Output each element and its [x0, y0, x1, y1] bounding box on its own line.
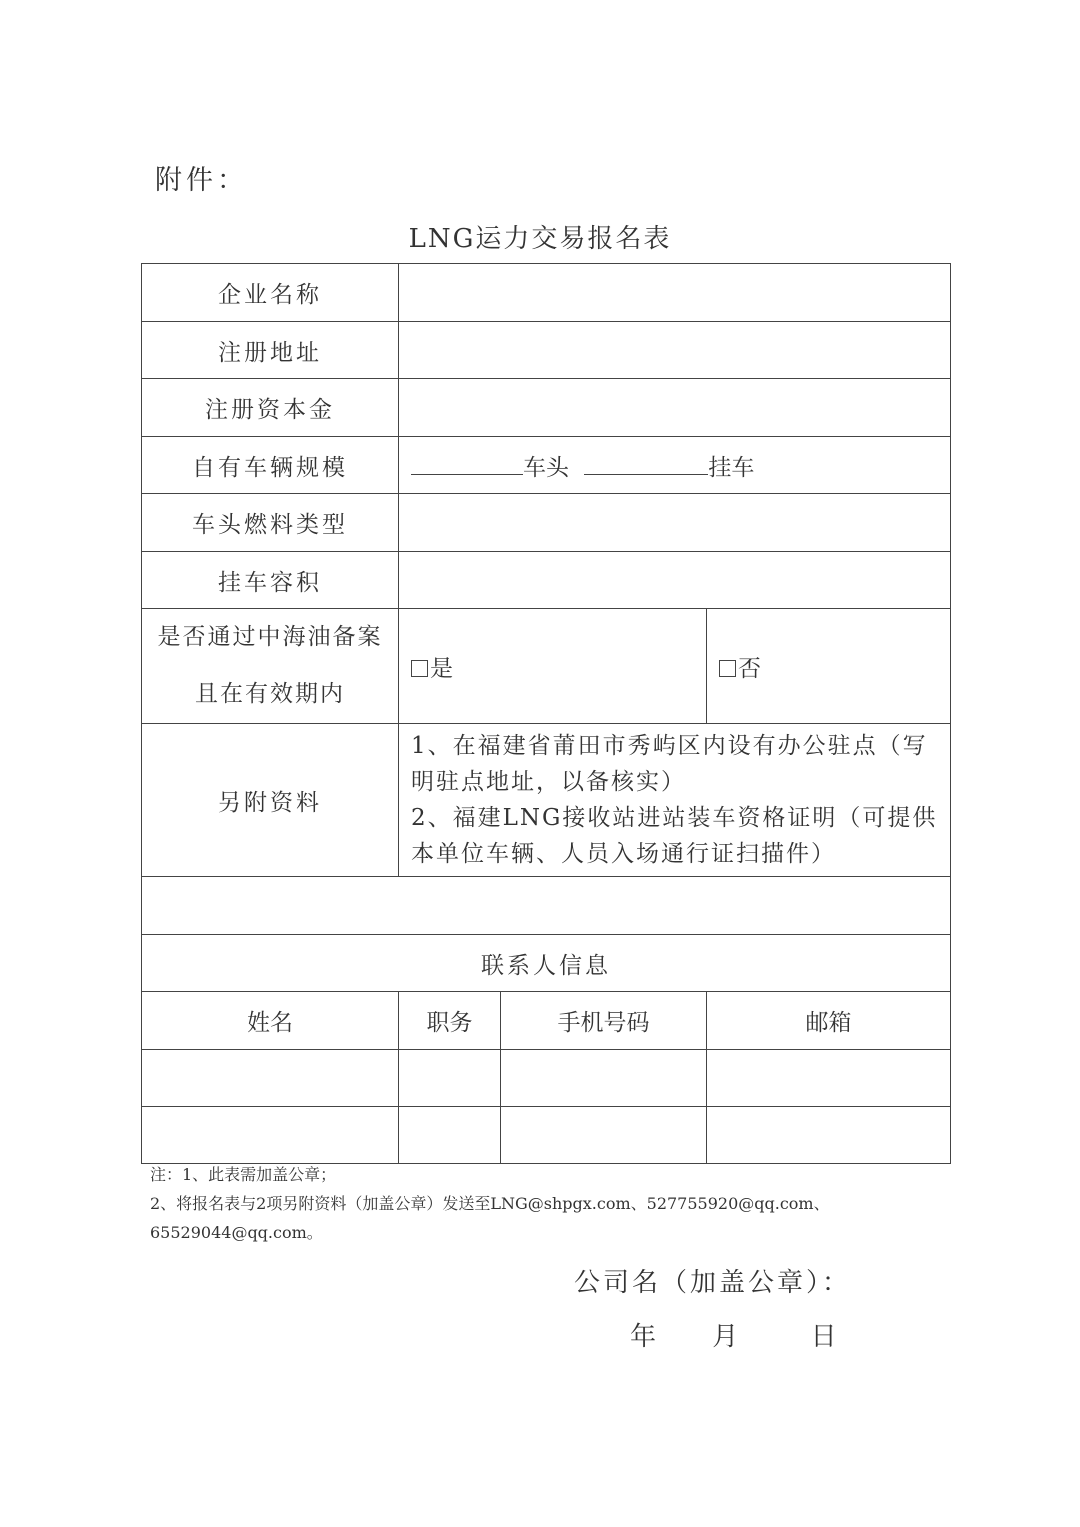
contact-name-cell[interactable]: [142, 1050, 399, 1107]
fuel-type-field[interactable]: [399, 494, 951, 552]
contact-email-cell[interactable]: [707, 1050, 951, 1107]
registration-form-table: [141, 263, 951, 1164]
contact-row: [142, 1050, 951, 1107]
cnooc-record-label: [142, 609, 399, 724]
contact-row: [142, 1107, 951, 1164]
contact-title-header: 职务: [399, 992, 501, 1050]
yes-option[interactable]: [399, 609, 707, 724]
month-label: 月: [712, 1322, 739, 1352]
company-name-label: 企业名称: [142, 264, 399, 322]
blank-row: [142, 877, 951, 935]
yes-checkbox[interactable]: [411, 660, 428, 677]
no-option[interactable]: [707, 609, 951, 724]
registered-address-field[interactable]: [399, 322, 951, 379]
attachment-label: 附件：: [155, 165, 248, 196]
attachments-item-1: 1、在福建省莆田市秀屿区内设有办公驻点（写明驻点地址，以备核实）: [411, 733, 928, 795]
cnooc-record-label-line1: 是否通过中海油备案: [157, 624, 383, 650]
contact-section-title: 联系人信息: [142, 935, 951, 992]
contact-phone-cell[interactable]: [501, 1107, 707, 1164]
registered-address-label: 注册地址: [142, 322, 399, 379]
cnooc-record-label-line2: 且在有效期内: [195, 681, 345, 707]
attachments-item-2: 2、福建LNG接收站进站装车资格证明（可提供本单位车辆、人员入场通行证扫描件）: [411, 805, 938, 867]
contact-email-cell[interactable]: [707, 1107, 951, 1164]
tractor-unit: 车头: [523, 454, 569, 481]
trailer-count-blank[interactable]: [584, 452, 708, 475]
note-line-1: 注：1、此表需加盖公章；: [150, 1165, 337, 1184]
year-label: 年: [630, 1322, 657, 1352]
contact-name-cell[interactable]: [142, 1107, 399, 1164]
fleet-size-label: 自有车辆规模: [142, 437, 399, 494]
yes-option-label: 是: [430, 655, 453, 682]
company-name-field[interactable]: [399, 264, 951, 322]
company-seal-label: 公司名（加盖公章）：: [574, 1268, 852, 1298]
registered-capital-label: 注册资本金: [142, 379, 399, 437]
form-title: LNG运力交易报名表: [408, 224, 672, 254]
contact-title-cell[interactable]: [399, 1107, 501, 1164]
day-label: 日: [810, 1322, 837, 1352]
attachments-label: 另附资料: [142, 724, 399, 877]
registered-capital-field[interactable]: [399, 379, 951, 437]
contact-phone-header: 手机号码: [501, 992, 707, 1050]
contact-title-cell[interactable]: [399, 1050, 501, 1107]
no-option-label: 否: [738, 655, 761, 682]
contact-name-header: 姓名: [142, 992, 399, 1050]
note-line-2: 2、将报名表与2项另附资料（加盖公章）发送至LNG@shpgx.com、527755920@qq.com、65529044@qq.com。: [150, 1194, 830, 1242]
trailer-unit: 挂车: [708, 454, 755, 481]
no-checkbox[interactable]: [719, 660, 736, 677]
contact-email-header: 邮箱: [707, 992, 951, 1050]
contact-phone-cell[interactable]: [501, 1050, 707, 1107]
notes: [150, 1160, 940, 1247]
trailer-volume-field[interactable]: [399, 552, 951, 609]
attachments-content: [399, 724, 951, 877]
fuel-type-label: 车头燃料类型: [142, 494, 399, 552]
date-line: [630, 1316, 837, 1353]
tractor-count-blank[interactable]: [411, 452, 523, 475]
trailer-volume-label: 挂车容积: [142, 552, 399, 609]
fleet-size-field: [399, 437, 951, 494]
